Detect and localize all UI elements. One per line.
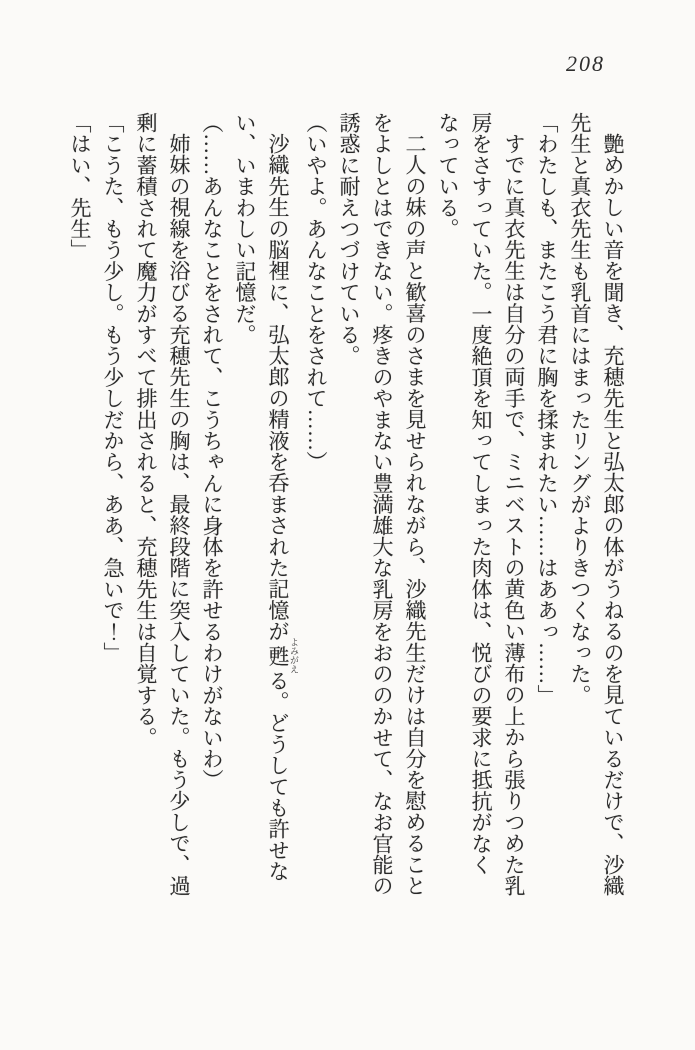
paragraph: 「わたしも、またこう君に胸を揉まれたい……はああっ……」	[535, 112, 559, 706]
ruby-annotated-text: 甦 よみがえ	[266, 637, 299, 674]
paragraph: 沙織先生の脳裡に、弘太郎の精液を呑まされた記憶が甦 よみがえる。どうしても許せない、いまわしい記憶だ。	[233, 112, 299, 882]
paragraph: 二人の妹の声と歓喜のさまを見せられながら、沙織先生だけは自分を慰めることをよしとはできない。疼きのやまない豊満雄大な乳房をおののかせて、なお官能の誘惑に耐えつづけている。	[337, 112, 427, 897]
paragraph: 姉妹の視線を浴びる充穂先生の胸は、最終段階に突入していた。もう少しで、過剰に蓄積されて魔力がすべて排出されると、充穂先生は自覚する。	[134, 112, 191, 897]
vertical-text-block	[63, 112, 629, 912]
paragraph: （いやよ。あんなことをされて……）	[304, 112, 328, 473]
paragraph: すでに真衣先生は自分の両手で、ミニベストの黄色い薄布の上から張りつめた乳房をさすっていた。一度絶頂を知ってしまった肉体は、悦びの要求に抵抗がなくなっている。	[436, 112, 526, 897]
paragraph: （……あんなことをされて、こうちゃんに身体を許せるわけがないわ）	[200, 112, 224, 791]
page-number: 208	[566, 51, 605, 76]
paragraph: 「はい、先生」	[68, 112, 92, 261]
furigana: よみがえ	[289, 637, 299, 674]
paragraph: 「こうた、もう少し。もう少しだから、ああ、急いで！」	[101, 112, 125, 664]
paragraph: 艶めかしい音を聞き、充穂先生と弘太郎の体がうねるのを見ているだけで、沙織先生と真衣先生も乳首にはまったリングがよりきつくなった。	[568, 112, 625, 897]
